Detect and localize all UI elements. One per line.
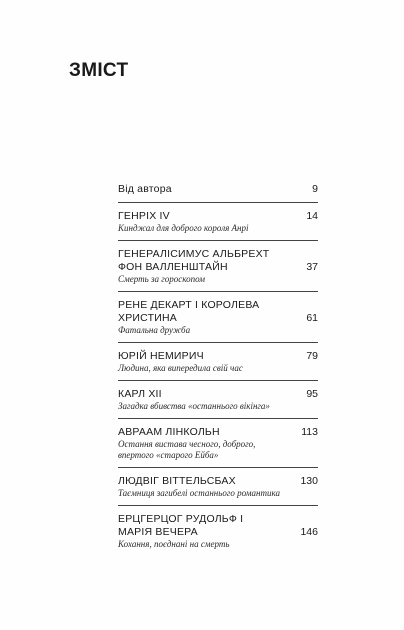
toc-entry xyxy=(118,299,318,336)
entry-subtitle: Людина, яка випередила свій час xyxy=(118,363,243,373)
entry-heading: Від автора xyxy=(118,183,172,195)
divider xyxy=(118,505,318,506)
entry-page-number: 95 xyxy=(306,388,318,400)
entry-subtitle: Таємниця загибелі останнього романтика xyxy=(118,488,280,498)
table-of-contents xyxy=(118,183,318,550)
entry-page-number: 9 xyxy=(312,183,318,195)
entry-page-number: 130 xyxy=(300,475,318,487)
entry-subtitle: Загадка вбивства «останнього вікінга» xyxy=(118,401,270,411)
entry-page-number: 146 xyxy=(300,526,318,538)
toc-entry xyxy=(118,426,318,461)
entry-heading: КАРЛ XII xyxy=(118,388,162,400)
toc-entry xyxy=(118,350,318,374)
entry-page-number: 79 xyxy=(306,350,318,362)
entry-heading: АВРААМ ЛІНКОЛЬН xyxy=(118,426,220,438)
entry-heading: ГЕНЕРАЛІСИМУС АЛЬБРЕХТ ФОН ВАЛЛЕНШТАЙН xyxy=(118,248,270,273)
page-title: ЗМІСТ xyxy=(69,60,129,81)
divider xyxy=(118,342,318,343)
entry-page-number: 61 xyxy=(306,312,318,324)
divider xyxy=(118,202,318,203)
entry-subtitle: Кинджал для доброго короля Анрі xyxy=(118,223,249,233)
entry-page-number: 37 xyxy=(306,261,318,273)
divider xyxy=(118,291,318,292)
entry-subtitle: Кохання, поєднані на смерть xyxy=(118,539,230,549)
divider xyxy=(118,380,318,381)
entry-heading: ЕРЦГЕРЦОГ РУДОЛЬФ І МАРІЯ ВЕЧЕРА xyxy=(118,513,244,538)
divider xyxy=(118,240,318,241)
entry-heading: ЛЮДВІГ ВІТТЕЛЬСБАХ xyxy=(118,475,236,487)
entry-heading: ЮРІЙ НЕМИРИЧ xyxy=(118,350,204,362)
entry-heading: ГЕНРІХ IV xyxy=(118,210,170,222)
entry-subtitle: Смерть за гороскопом xyxy=(118,274,206,284)
entry-heading: РЕНЕ ДЕКАРТ І КОРОЛЕВА ХРИСТИНА xyxy=(118,299,260,324)
entry-subtitle: Фатальна дружба xyxy=(118,325,191,335)
entry-page-number: 14 xyxy=(306,210,318,222)
entry-page-number: 113 xyxy=(301,426,318,438)
entry-subtitle: Остання вистава чесного, доброго, впертого «старого Ейба» xyxy=(118,439,256,460)
divider xyxy=(118,467,318,468)
divider xyxy=(118,418,318,419)
toc-entry xyxy=(118,513,318,550)
toc-entry xyxy=(118,210,318,234)
toc-entry xyxy=(118,248,318,285)
toc-entry xyxy=(118,475,318,499)
toc-entry xyxy=(118,388,318,412)
toc-entry xyxy=(118,183,318,196)
